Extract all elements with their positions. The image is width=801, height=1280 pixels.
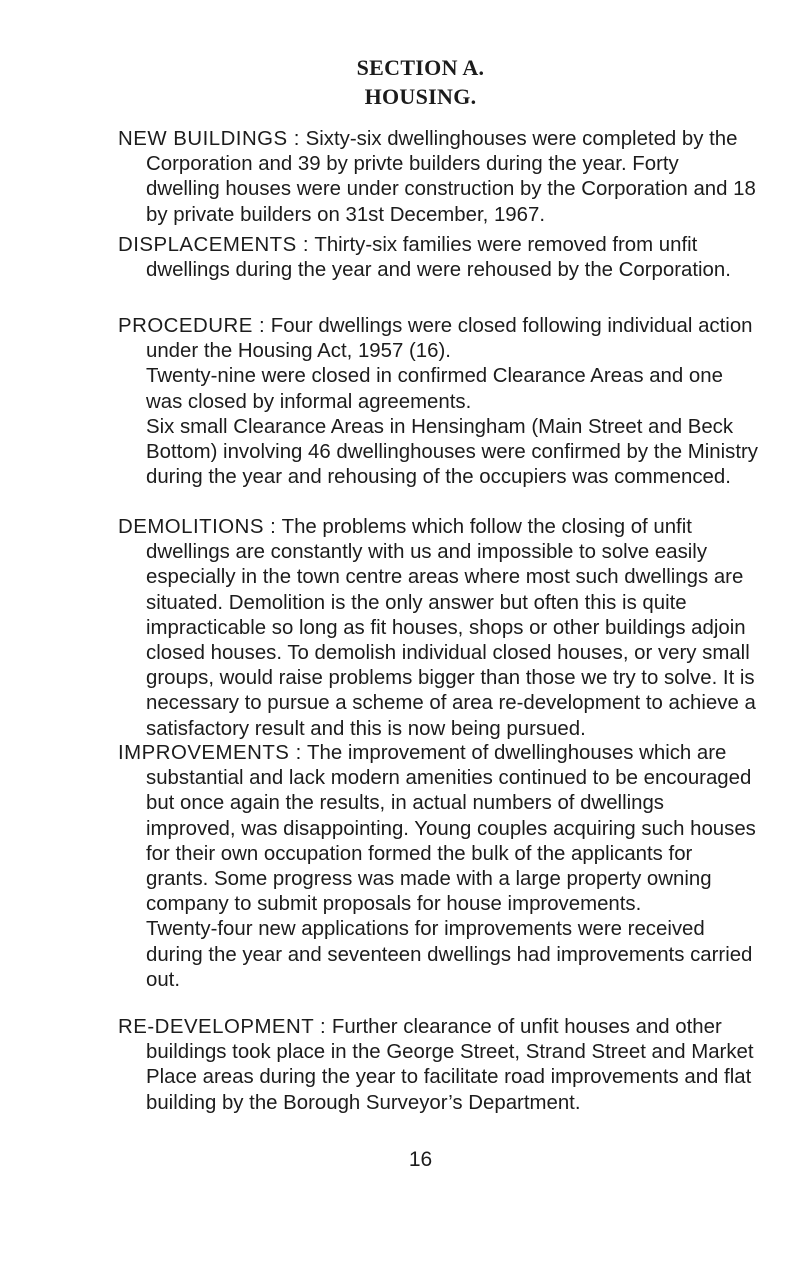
section-displacements <box>118 233 758 283</box>
section-paragraph <box>118 515 758 742</box>
section-label: NEW BUILDINGS : <box>118 128 300 150</box>
section-paragraph <box>118 127 758 228</box>
section-text: The improvement of dwellinghouses which are substantial and lack modern amenities continued to be encouraged but once again the results, in actual numbers of dwellings improved, was disappointing. Young couples acquiring such houses for their own occupation formed the bulk of the applicants for grants. Some progress was made with a large property owning company to submit proposals for house improvements. <box>146 742 756 916</box>
section-paragraph: Six small Clearance Areas in Hensingham (Main Street and Beck Bottom) involving 46 dwellinghouses were confirmed by the Ministry during the year and rehousing of the occupiers was commenced. <box>146 415 758 489</box>
section-paragraph <box>118 314 758 364</box>
section-re-development <box>118 1015 758 1116</box>
section-paragraph: Twenty-nine were closed in confirmed Clearance Areas and one was closed by informal agreements. <box>146 365 723 413</box>
section-paragraph <box>118 741 758 917</box>
section-improvements <box>118 741 758 993</box>
section-procedure <box>118 314 758 490</box>
section-demolitions <box>118 515 758 742</box>
section-label: PROCEDURE : <box>118 315 266 337</box>
section-label: RE-DEVELOPMENT : <box>118 1016 327 1038</box>
section-text: Thirty-six families were removed from unfit dwellings during the year and were rehoused by the Corporation. <box>146 234 731 282</box>
section-text: Sixty-six dwellinghouses were completed by the Corporation and 39 by privte builders during the year. Forty dwelling houses were under construction by the Corporation and 18 by private builders on 31st December, 1967. <box>146 128 756 226</box>
section-paragraph <box>118 233 758 283</box>
section-text: Further clearance of unfit houses and other buildings took place in the George Street, Strand Street and Market Place areas during the year to facilitate road improvements and flat building by the Borough Surveyor’s Department. <box>146 1016 754 1114</box>
section-text: Four dwellings were closed following individual action under the Housing Act, 1957 (16). <box>146 315 753 363</box>
section-paragraph: Twenty-four new applications for improvements were received during the year and seventeen dwellings had improvements carried out. <box>146 918 753 991</box>
section-paragraph <box>118 1015 758 1116</box>
page-number: 16 <box>408 1148 433 1171</box>
section-label: DISPLACEMENTS : <box>118 234 310 256</box>
section-new-buildings <box>118 127 758 228</box>
section-text: The problems which follow the closing of unfit dwellings are constantly with us and impossible to solve easily especially in the town centre areas where most such dwellings are situated. Demolition is the only answer but often this is quite impracticable so long as fit houses, shops or other buildings adjoin closed houses. To demolish individual closed houses, or very small groups, would raise problems bigger than those we try to solve. It is necessary to pursue a scheme of area re-development to achieve a satisfactory result and this is now being pursued. <box>146 516 756 740</box>
section-label: DEMOLITIONS : <box>118 516 277 538</box>
section-heading: SECTION A. <box>356 55 485 80</box>
page-title: HOUSING. <box>364 84 477 109</box>
section-label: IMPROVEMENTS : <box>118 742 302 764</box>
